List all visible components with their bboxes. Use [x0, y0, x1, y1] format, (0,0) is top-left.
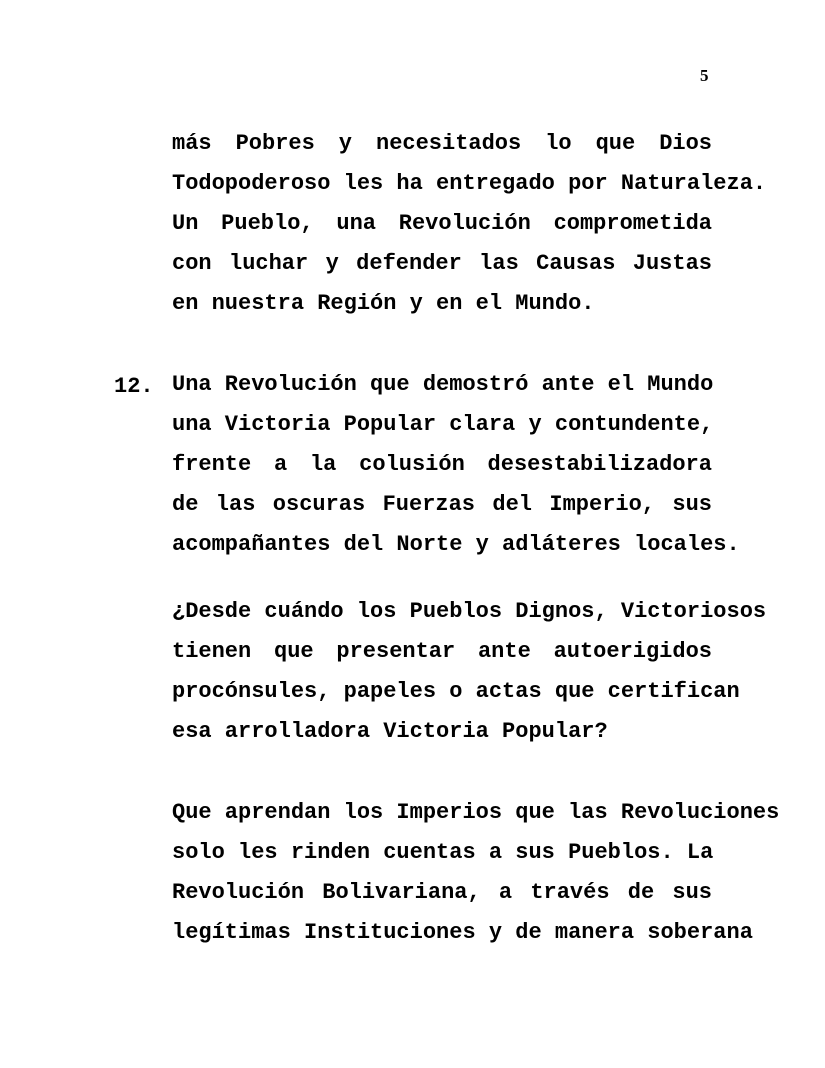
text-line: Revolución Bolivariana, a través de sus — [172, 880, 712, 905]
text-line: una Victoria Popular clara y contundente, — [172, 412, 714, 437]
text-line: legítimas Instituciones y de manera soberana — [172, 920, 753, 945]
paragraph-continuation — [172, 124, 767, 324]
text-line: esa arrolladora Victoria Popular? — [172, 719, 608, 744]
paragraph-item-12 — [172, 365, 740, 565]
text-line: acompañantes del Norte y adláteres locales. — [172, 532, 740, 557]
text-line: en nuestra Región y en el Mundo. — [172, 291, 595, 316]
text-line: Todopoderoso les ha entregado por Naturaleza. — [172, 171, 767, 196]
text-line: Un Pueblo, una Revolución comprometida — [172, 211, 712, 236]
text-line: Que aprendan los Imperios que las Revoluciones — [172, 800, 780, 825]
page-number: 5 — [700, 66, 709, 85]
text-line: de las oscuras Fuerzas del Imperio, sus — [172, 492, 712, 517]
item-number-12: 12. — [114, 374, 154, 399]
text-line: más Pobres y necesitados lo que Dios — [172, 131, 712, 156]
text-line: procónsules, papeles o actas que certifican — [172, 679, 740, 704]
paragraph-final — [172, 793, 780, 953]
text-line: ¿Desde cuándo los Pueblos Dignos, Victoriosos — [172, 599, 767, 624]
text-line: con luchar y defender las Causas Justas — [172, 251, 712, 276]
text-line: Una Revolución que demostró ante el Mundo — [172, 372, 714, 397]
text-line: frente a la colusión desestabilizadora — [172, 452, 712, 477]
paragraph-question — [172, 592, 767, 752]
text-line: solo les rinden cuentas a sus Pueblos. La — [172, 840, 714, 865]
text-line: tienen que presentar ante autoerigidos — [172, 639, 712, 664]
